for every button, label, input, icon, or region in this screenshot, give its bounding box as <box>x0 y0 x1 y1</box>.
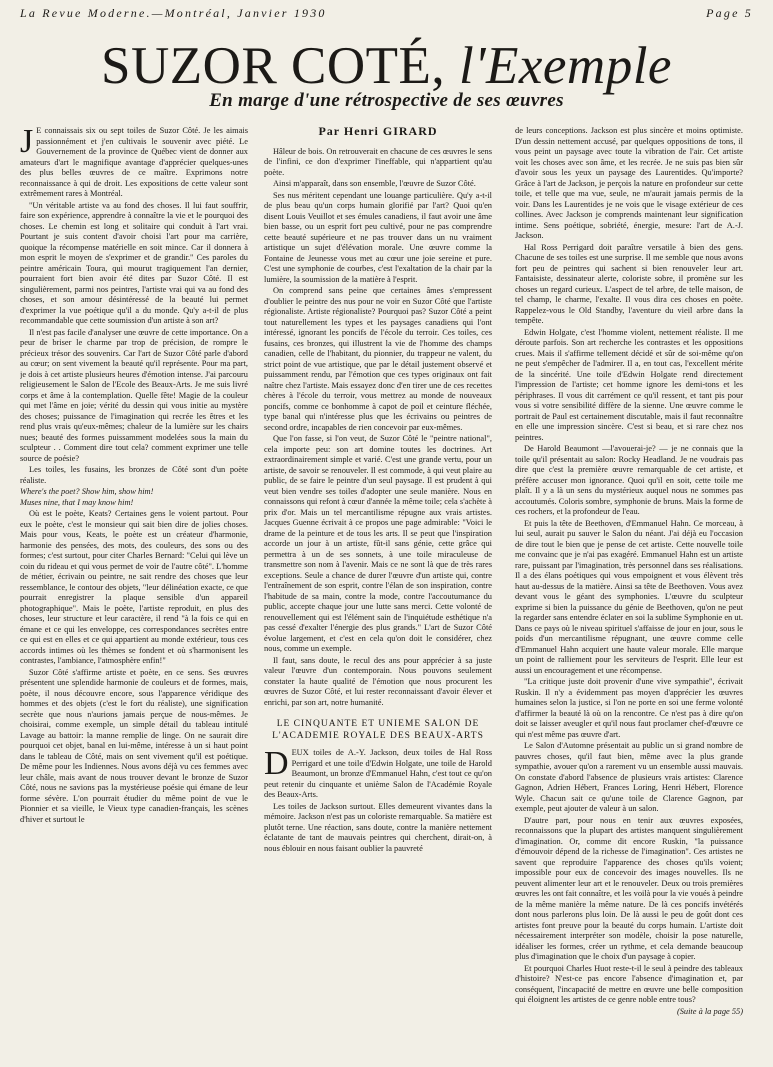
paragraph: Et puis la tête de Beethoven, d'Emmanuel Hahn. Ce morceau, à lui seul, aurait pu sauver le Salon du néant. J'ai déjà eu l'occasion de dire tout le bien que je pense de cet artiste. Cette nouvelle toile me convainc que je n'ai pas exagéré. Emmanuel Hahn est un artiste rare, puissant par l'imagination, très personnel dans ses réalisations. Il a des élans poétiques qui vous empoignent et vous élèvent très haut au-dessus de la matière. Ainsi sa tête de Beethoven. Vous avez devant vous le géant des symphonies. L'œuvre du sculpteur exprime si bien la puissance du génie de Beethoven, qu'on ne peut la regarder sans entendre éclater en soi la sublime Symphonie en ut. Dans ce pays où le niveau spirituel s'affaisse de jour en jour, sous le poids d'un mercantilisme répugnant, une œuvre comme celle d'Emmanuel Hahn acquiert une haute valeur morale. Elle marque un point de ralliement pour les serviteurs de l'esprit. Elle leur est aussi un encouragement et une récompense. <box>515 518 743 675</box>
drop-cap: D <box>264 745 289 782</box>
paragraph: D'autre part, pour nous en tenir aux œuvres exposées, reconnaissons que la plupart des artistes manquent singulièrement d'imagination. Or, comme dit encore Ruskin, "la puissance d'émouvoir dépend de la richesse de l'imagination". Ces artistes ne savent que reproduire l'apparence des choses qu'ils voient; impossible pour eux de concevoir des images nouvelles. Ils ne peuvent alimenter leur art et le renouveler. Deux ou trois premières œuvres les ont fait connaître, et les voilà pour la vie voués à peindre de la même manière la même nature. De là ces poncifs invétérés dont nous parlerons plus loin. De là aussi le peu de goût dont ces artistes font preuve pour la beauté du corps humain. L'artiste doit nécessairement interpréter son modèle, choisir la pose naturelle, idéaliser les formes, créer un rythme, et cela demande beaucoup plus d'imagination que le choix d'un paysage à copier. <box>515 815 743 961</box>
paragraph: Il faut, sans doute, le recul des ans pour apprécier à sa juste valeur l'œuvre d'un contemporain. Nous pouvons seulement constater la haute qualité de l'émotion que nous procurent les œuvres de Suzor Côté, et lui rester reconnaissant d'avoir élever et enrichi, par son art, notre humanité. <box>264 655 492 707</box>
paragraph: de leurs conceptions. Jackson est plus sincère et moins optimiste. D'un dessin nettement accusé, par quelques oppositions de tons, il vous peint un paysage avec toute la vibration de l'air. Cet artiste voit les choses avec son âme, et les recrée. Je ne suis pas bien sûr d'avoir sous les yeux un paysage des Laurentides. Qu'importe? Grâce à l'art de Jackson, je perçois la nature en profondeur sur cette toile, et telle que ma vue, seule, ne m'aurait jamais permis de la voir. Dans les Laurentides je ne vois que le visage extérieur de ces collines. Avec Jackson je comprends maintenant leur signification intime. Sens poétique, sobriété, énergie, mesure: l'art de A.-J. Jackson. <box>515 126 743 240</box>
title-rest: l'Exemple <box>458 37 672 95</box>
paragraph: Le Salon d'Automne présentait au public un si grand nombre de pauvres choses, qu'il faut bien, même avec la plus grande sympathie, avouer qu'on a rarement vu un ensemble aussi mauvais. On constate d'abord l'absence de plusieurs vrais artistes: Clarence Gagnon, Adrien Hébert, Frances Loring, Henri Hébert, Florence Wyle. Chacun sait ce qu'une toile de Clarence Gagnon, par exemple, peut ajouter de valeur à un salon. <box>515 741 743 813</box>
paragraph: Edwin Holgate, c'est l'homme violent, nettement réaliste. Il me déroute parfois. Son art recherche les contrastes et les oppositions crues. Mais il s'affirme tellement décidé et sûr de soi-même qu'on ne peut s'empêcher de l'admirer. Il a, en tout cas, l'excellent mérite de la sincérité. Une toile d'Edwin Holgate rend directement l'impression de l'artiste; cet homme ignore les demi-tons et les périphrases. Il vous dit carrément ce qu'il ressent, et tant pis pour vous si votre sensibilité diffère de la sienne. Une œuvre comme le portrait de Paul est certainement discutable, mais il faut reconnaître en elle une impression sincère. C'est si beau, et si rare chez nos peintres. <box>515 327 743 442</box>
section-heading-line: L'ACADEMIE ROYALE DES BEAUX-ARTS <box>272 731 484 741</box>
paragraph-text: E connaissais six ou sept toiles de Suzor Côté. Je les aimais passionnément et j'en cultivais le souvenir avec piété. Le Gouvernement de la province de Québec vient de donner aux amateurs d'art le magnifique avantage d'apprécier quelques-unes des plus belles œuvres de ce maître. Exprimons notre reconnaissance à qui de droit. Les expositions de cette valeur sont extrêmement rares à Montréal. <box>20 126 248 198</box>
article-title <box>0 36 773 96</box>
continued-note: (Suite à la page 55) <box>676 1006 743 1016</box>
paragraph <box>264 745 492 801</box>
byline: Par Henri GIRARD <box>318 126 438 138</box>
page-header <box>20 6 753 24</box>
paragraph-text: EUX toiles de A.-Y. Jackson, deux toiles de Hal Ross Perrigard et une toile d'Edwin Holgate, une toile de Harold Beaumont, un bronze d'Emmanuel Hahn, c'est tout ce qu'on peut retenir du cinquante et unième Salon de l'Académie Royale des Beaux-Arts. <box>264 748 492 799</box>
paragraph: "Un véritable artiste va au fond des choses. Il lui faut souffrir, faire son expérience, apprendre à connaître la vie et le pourquoi des choses. Le chemin est long et solitaire qui conduit à l'art vrai. Pourtant je suis content d'avoir choisi l'art pour ma carrière, quoique la récompense matérielle en soit mince. Car il donnera à mon esprit le moyen de s'exprimer et de grandir." Ces paroles du peintre américain Toura, qui mourut tragiquement l'an dernier, pourraient fort bien avoir été dites par Suzor Côté. Il est singulièrement, parmi nos peintres, l'artiste vrai qui va au fond des choses, et son amour désintéressé de la beauté lui permet d'exprimer la vue poétique qu'il a du monde. Qu'y a-t-il de plus recommandable que cette soumission d'un artiste à son art? <box>20 200 248 325</box>
paragraph: "La critique juste doit provenir d'une vive sympathie", écrivait Ruskin. Il n'y a évidemment pas moyen d'apprécier les œuvres humaines selon la justice, si l'on ne porte en soi une ferme volonté d'affirmer la beauté là où on la rencontre. Ce n'est pas à dire qu'on doit se laisser aveugler et qu'il nous faut proclamer chef-d'œuvre ce qui n'est même pas œuvre d'art. <box>515 677 743 739</box>
paragraph: Et pourquoi Charles Huot reste-t-il le seul à peindre des tableaux d'histoire? N'est-ce pas encore l'absence d'imagination et, par conséquent, l'incapacité de mettre en œuvre une belle composition qui éloignent les artistes de ce genre noble entre tous? <box>515 963 743 1004</box>
section-heading <box>264 718 492 742</box>
verse-quote <box>20 487 248 508</box>
verse-line: Where's the poet? Show him, show him! <box>20 487 154 496</box>
paragraph: Ainsi m'apparaît, dans son ensemble, l'œuvre de Suzor Côté. <box>273 179 476 188</box>
column-3 <box>515 126 743 1061</box>
verse-line: Muses nine, that I may know him! <box>20 497 134 507</box>
column-1 <box>20 126 248 1061</box>
paragraph: Il n'est pas facile d'analyser une œuvre de cette importance. On a peur de briser le charme par trop de précision, de rompre le précieux trésor des souvenirs. Car l'art de Suzor Côté parle d'abord au cœur; on sent vivement la beauté qu'il représente. Pour ma part, je dois à cet artiste plusieurs heures d'émotion intense. J'ai parcouru religieusement le Salon de l'Ecole des Beaux-Arts. Je me suis livré corps et âme à la contemplation. Quelle fête! Magie de la couleur qui met l'âme en joie; vérité du dessin qui vous initie au mystère des choses; puissance de l'imagination qui recrée les êtres et les rend plus vrais qu'eux-mêmes; chaleur de la lumière sur les chairs nues; beauté des formes puissamment modelées sous la main du sculpteur . . Comment dire tout cela? comment exprimer une telle source de poésie? <box>20 327 248 463</box>
drop-cap: J <box>20 126 34 160</box>
paragraph: Que l'on fasse, si l'on veut, de Suzor Côté le "peintre national", cela importe peu: son art domine toutes les doctrines. Art extraordinairement simple et varié. C'est une grande vertu, pour un artiste, de savoir se renouveler. Il est commode, à qui veut plaire au public, de se faire le peintre d'un seul paysage. Il est prudent à qui veut bien vendre ses toiles d'adopter une seule manière. Nous en connaissons qui refont à cœur d'année la même toile; cela s'achète à prix d'or. Mais un tel mercantilisme répugne aux vrais artistes. Jacques Guenne écrivait à ce propos une page admirable: "Voici le drame de la peinture et de tous les arts. Il se peut que l'inspiration accorde un jour à un artiste, fût-il sans génie, cette grâce qui permettra à un de ses sonnets, à une toile miraculeuse de transmettre son nom à l'avenir. Mais ce ne sont là que de très rares exceptions. Seule a chance de durer l'œuvre d'un artiste qui, contre l'entraînement de son esprit, contre l'élan de son inspiration, contre l'habitude de sa main, contre la mode, contre l'accoutumance du public, accepte chaque jour une lutte sans merci. Cette volonté de renouvellement qui est l'élément sain de l'inquiétude esthétique n'a pas cessé d'exalter l'énergie des plus grands." L'art de Suzor Côté évolue largement, et c'est en cela qu'on doit le considérer, chez nous, comme un exemple. <box>264 434 492 653</box>
paragraph: On comprend sans peine que certaines âmes s'empressent d'oublier le peintre des nus pour ne voir en Suzor Côté que l'artiste régionaliste. Artiste régionaliste? Pourquoi pas? Suzor Côté a peint tout naturellement les types et les paysages canadiens qui l'ont intéressé, ignorant les poncifs de l'école du terroir. Ces toiles, ces fusains, ces bronzes, qui illustrent la vie de l'homme des champs canadien, celle de l'habitant, du pionnier, du trappeur ne valent, du strict point de vue artistique, que par le détail justement observé et puissamment rendu, par l'émotion que ces types originaux ont fait naître chez l'artiste. Mais essayez donc d'en tirer une de ces recettes chères à l'école du terroir, vous mettrez au monde de nouveaux poncifs, comme ce bonhomme à capot de poil et ceinture fléchée, type banal qui n'intéresse plus que les écrivains ou peintres de second ordre, incapables de rien concevoir par eux-mêmes. <box>264 286 492 432</box>
article-subtitle: En marge d'une rétrospective de ses œuvres <box>209 90 564 111</box>
paragraph: Suzor Côté s'affirme artiste et poète, en ce sens. Ses œuvres présentent une splendide harmonie de couleurs et de formes, mais, poète, il nous découvre encore, sous l'apparence véridique des hommes et des objets (c'est le fort du réaliste), une signification secrète que nous n'aurions jamais perçue de nous-mêmes. Je choisirai, comme exemple, un simple détail du tableau intitulé Lavage au battoir: la manne remplie de linge. On ne saurait dire pourquoi cet objet, banal en lui-même, intéresse à un si haut point dans le tableau de Côté, mais on sent vivement qu'il est poétique. De même pour les Indiennes. Nous avons déjà vu ces femmes avec leur châle, mais avant de nous trouver devant le bronze de Suzor Côté, nous ne savions pas la mystérieuse poésie qui émane de leur forme sévère. L'on pourrait étudier du même point de vue le Pionnier et sa vieille, le Vieux type canadien-français, les scènes d'hiver et surtout le <box>20 667 248 824</box>
magazine-header: La Revue Moderne.—Montréal, Janvier 1930 <box>20 6 327 20</box>
paragraph: Ses nus méritent cependant une louange particulière. Qu'y a-t-il de plus beau qu'un corps humain glorifié par l'art? Quoi qu'en disent Louis Veuillot et ses émules canadiens, il faut avoir une âme bien basse, ou un esprit fort peu cultivé, pour ne pas comprendre cette beauté supérieure et ne pas trouver dans un nu vraiment artistique un sujet d'élévation morale. Une œuvre comme la Fontaine de Jeunesse vous met au cœur une joie sereine et pure. C'est une symphonie de courbes, c'est l'exaltation de la chair par la lumière, la soumission de la matière à l'esprit. <box>264 190 492 284</box>
paragraph: Hâleur de bois. On retrouverait en chacune de ces œuvres le sens de l'infini, ce don d'exprimer l'ineffable, qui n'appartient qu'au poète. <box>264 146 492 177</box>
column-2 <box>264 126 492 1061</box>
paragraph <box>20 126 248 200</box>
page-number: Page 5 <box>706 6 753 20</box>
paragraph: Les toiles de Jackson surtout. Elles demeurent vivantes dans la mémoire. Jackson n'est pas un coloriste remarquable. Sa matière est plutôt terne. Une réaction, sans doute, contre la manière nettement éclatante de tant de mauvais peintres qui cherchent, dirait-on, à nous éblouir en nous faisant oublier la pauvreté <box>264 801 492 853</box>
paragraph: Où est le poète, Keats? Certaines gens le voient partout. Pour eux le poète, c'est le monsieur qui sait bien dire de jolies choses. Mais pour vous, Keats, le poète est un créateur d'harmonie, harmonie des pensées, des mots, des couleurs, des sons ou des formes; c'est surtout, pour citer Charles Bernard: "Celui qui lève un coin du rideau et qui vous permet de voir de l'autre côté". L'homme de métier, écrivain ou peintre, ne sait rendre des choses que leur ressemblance, le contour des objets, "leur délinéation exacte, ce que pourrait enregistrer la plaque sensible d'un appareil photographique". Mais le poète, l'artiste reproduit, en plus des choses, leur structure et leur caractère, il rend "à la fois ce qui en émane et ce qui les enveloppe, ces correspondances secrètes entre ce qui est en elles et ce qui appartient au monde extérieur, tous ces accords intimes où les thèmes se fondent et où s'harmonisent les contrastes, l'ambiance, l'atmosphère enfin!" <box>20 509 248 665</box>
paragraph: De Harold Beaumont —l'avouerai-je? — je ne connais que la toile qu'il présentait au salon: Rocky Headland. Je ne voudrais pas dire que c'est la première œuvre remarquable de cet artiste, et préfère accuser mon ignorance. Quoi qu'il en soit, cette toile me plaît. Il y a là un sens du mystérieux auquel nous ne sommes pas accoutumés. Coloris sombre, symphonie de bruns. Mais la forme de ces rochers, et la profondeur de l'eau. <box>515 444 743 516</box>
section-heading-line: LE CINQUANTE ET UNIEME SALON DE <box>276 719 480 729</box>
paragraph: Les toiles, les fusains, les bronzes de Côté sont d'un poète réaliste. <box>20 465 248 485</box>
title-main: SUZOR COTÉ, <box>101 37 446 95</box>
paragraph: Hal Ross Perrigard doit paraître versatile à bien des gens. Chacune de ses toiles est une surprise. Il me semble que nous avons fort peu de peintres qui sachent si bien renouveler leur art. Fantaisiste, dessinateur alerte, coloriste sobre, il promène sur les choses un regard curieux. L'aspect de tel arbre, de telle maison, de tel champ, le charme, l'exalte. Il vous dira ces choses en poète. Rappelez-vous le Old Standby, l'aventure du vieil arbre dans la tempête. <box>515 242 743 325</box>
